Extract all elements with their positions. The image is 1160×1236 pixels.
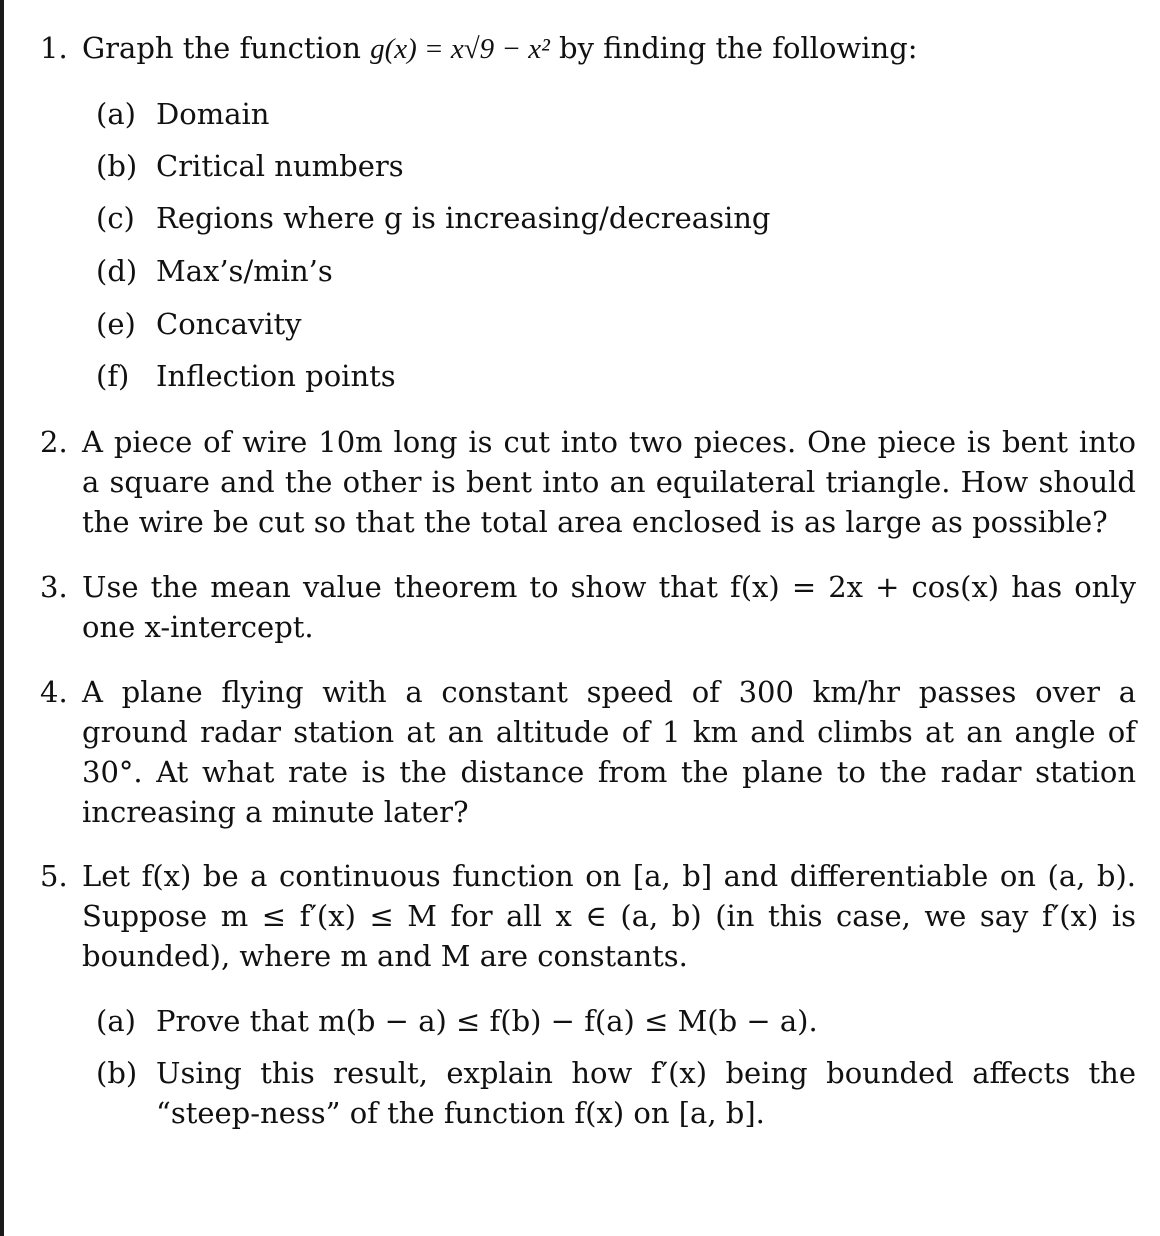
part-label: (a) bbox=[96, 97, 136, 131]
problem-5-part-a bbox=[96, 1001, 1136, 1041]
problem-number: 2. bbox=[40, 425, 68, 459]
intro-text-end: by finding the following: bbox=[549, 31, 918, 65]
part-text: Domain bbox=[156, 97, 270, 131]
problem-number: 1. bbox=[40, 31, 68, 65]
problem-1 bbox=[40, 28, 1136, 69]
problem-1-part-e bbox=[96, 304, 1136, 344]
problem-4 bbox=[40, 672, 1136, 832]
problem-text: A plane flying with a constant speed of 300 km/hr passes over a ground radar station at an altitude of 1 km and climbs at an angle of 30°. At what rate is the distance from the plane to the radar station increasing a minute later? bbox=[82, 675, 1136, 829]
problem-5 bbox=[40, 856, 1136, 976]
part-label: (f) bbox=[96, 359, 130, 393]
problem-text: Use the mean value theorem to show that f(x) = 2x + cos(x) has only one x-intercept. bbox=[82, 570, 1136, 644]
problem-number: 3. bbox=[40, 570, 68, 604]
part-label: (e) bbox=[96, 307, 136, 341]
part-label: (c) bbox=[96, 201, 135, 235]
part-text: Using this result, explain how f′(x) being bounded affects the “steep-ness” of the function f(x) on [a, b]. bbox=[156, 1056, 1136, 1130]
problem-1-part-c bbox=[96, 198, 1136, 238]
problem-text: A piece of wire 10m long is cut into two pieces. One piece is bent into a square and the other is bent into an equilateral triangle. How should the wire be cut so that the total area enclosed is as large as possible? bbox=[82, 425, 1136, 539]
part-text: Prove that m(b − a) ≤ f(b) − f(a) ≤ M(b − a). bbox=[156, 1004, 818, 1038]
problem-1-part-f bbox=[96, 356, 1136, 396]
problem-number: 5. bbox=[40, 859, 68, 893]
part-label: (b) bbox=[96, 149, 138, 183]
part-text: Max’s/min’s bbox=[156, 254, 333, 288]
problem-text: Let f(x) be a continuous function on [a, b] and differentiable on (a, b). Suppose m ≤ f′(x) ≤ M for all x ∈ (a, b) (in this case, we say f′(x) is bounded), where m and M are constants. bbox=[82, 859, 1136, 973]
part-text: Concavity bbox=[156, 307, 302, 341]
problem-1-part-d bbox=[96, 251, 1136, 291]
function-formula: g(x) = x√9 − x² bbox=[370, 33, 550, 65]
problem-number: 4. bbox=[40, 675, 68, 709]
problem-1-intro bbox=[82, 28, 1136, 69]
problem-2 bbox=[40, 422, 1136, 542]
part-label: (a) bbox=[96, 1004, 136, 1038]
problem-1-part-b bbox=[96, 146, 1136, 186]
part-text: Critical numbers bbox=[156, 149, 404, 183]
problem-3 bbox=[40, 567, 1136, 647]
problem-1-part-a bbox=[96, 94, 1136, 134]
part-text: Inflection points bbox=[156, 359, 396, 393]
intro-text: Graph the function bbox=[82, 31, 371, 65]
part-text: Regions where g is increasing/decreasing bbox=[156, 201, 771, 235]
problem-5-part-b bbox=[96, 1053, 1136, 1133]
part-label: (d) bbox=[96, 254, 138, 288]
part-label: (b) bbox=[96, 1056, 138, 1090]
